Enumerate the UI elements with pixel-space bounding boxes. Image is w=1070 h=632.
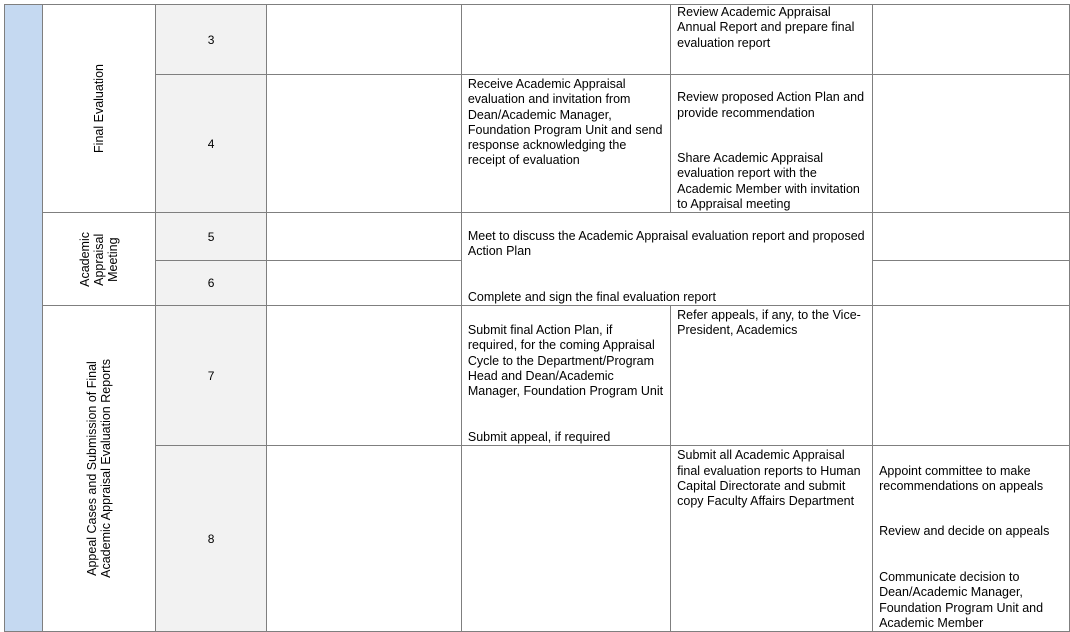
- cell-text: Complete and sign the final evaluation report: [467, 289, 716, 304]
- step-number: 4: [155, 75, 266, 213]
- cell-text: Communicate decision to Dean/Academic Manager, Foundation Program Unit and Academic Member: [879, 570, 1044, 630]
- col-f-cell: [873, 261, 1070, 306]
- col-c-cell: [267, 446, 462, 632]
- table-row: [5, 446, 1070, 632]
- cell-text: Share Academic Appraisal evaluation report with the Academic Member with invitation to Appraisal meeting: [677, 151, 860, 212]
- col-f-cell: [873, 305, 1070, 445]
- phase-label: Final Evaluation: [91, 64, 106, 154]
- cell-text: Appoint committee to make recommendations on appeals: [879, 463, 1044, 493]
- col-c-cell: [267, 305, 462, 445]
- step-number: 6: [155, 261, 266, 306]
- appraisal-process-table: [4, 4, 1070, 632]
- phase-academic-appraisal-meeting: [42, 213, 155, 305]
- col-d-cell: [461, 305, 670, 445]
- table-row: [5, 75, 1070, 213]
- col-e-cell: [671, 5, 873, 75]
- side-band: [5, 5, 43, 632]
- phase-appeal-cases: [42, 305, 155, 631]
- cell-text: Review Academic Appraisal Annual Report and prepare final evaluation report: [677, 5, 855, 50]
- table-row: [5, 5, 1070, 75]
- col-d-cell: [461, 446, 670, 632]
- col-c-cell: [267, 75, 462, 213]
- col-f-cell: [873, 446, 1070, 632]
- cell-text: Submit all Academic Appraisal final evaluation reports to Human Capital Directorate and submit copy Faculty Affairs Department: [677, 448, 861, 509]
- col-c-cell: [267, 5, 462, 75]
- phase-label: Academic Appraisal Meeting: [77, 231, 120, 287]
- col-f-cell: [873, 5, 1070, 75]
- col-d-cell: [461, 75, 670, 213]
- step-number: 7: [155, 305, 266, 445]
- col-d-cell: [461, 5, 670, 75]
- col-f-cell: [873, 75, 1070, 213]
- col-c-cell: [267, 261, 462, 306]
- cell-text: Submit appeal, if required: [467, 429, 611, 444]
- col-f-cell: [873, 213, 1070, 261]
- table-row: [5, 305, 1070, 445]
- col-e-cell: [671, 446, 873, 632]
- phase-final-evaluation: [42, 5, 155, 213]
- cell-text: Review and decide on appeals: [879, 524, 1050, 539]
- col-e-cell: [671, 75, 873, 213]
- step-number: 3: [155, 5, 266, 75]
- step-number: 8: [155, 446, 266, 632]
- cell-text: Meet to discuss the Academic Appraisal evaluation report and proposed Action Plan: [467, 228, 865, 258]
- col-c-cell: [267, 213, 462, 261]
- merged-cell: [461, 213, 872, 305]
- col-e-cell: [671, 305, 873, 445]
- step-number: 5: [155, 213, 266, 261]
- cell-text: Review proposed Action Plan and provide recommendation: [677, 90, 865, 120]
- cell-text: Refer appeals, if any, to the Vice-President, Academics: [677, 307, 861, 338]
- phase-label: Appeal Cases and Submission of Final Academic Appraisal Evaluation Reports: [84, 359, 113, 578]
- cell-text: Submit final Action Plan, if required, for the coming Appraisal Cycle to the Department/Program Head and Dean/Academic Manager, Foundation Program Unit: [467, 323, 664, 399]
- table-row: [5, 213, 1070, 261]
- cell-text: Receive Academic Appraisal evaluation and invitation from Dean/Academic Manager, Foundation Program Unit and send response acknowledging the receipt of evaluation: [467, 77, 663, 168]
